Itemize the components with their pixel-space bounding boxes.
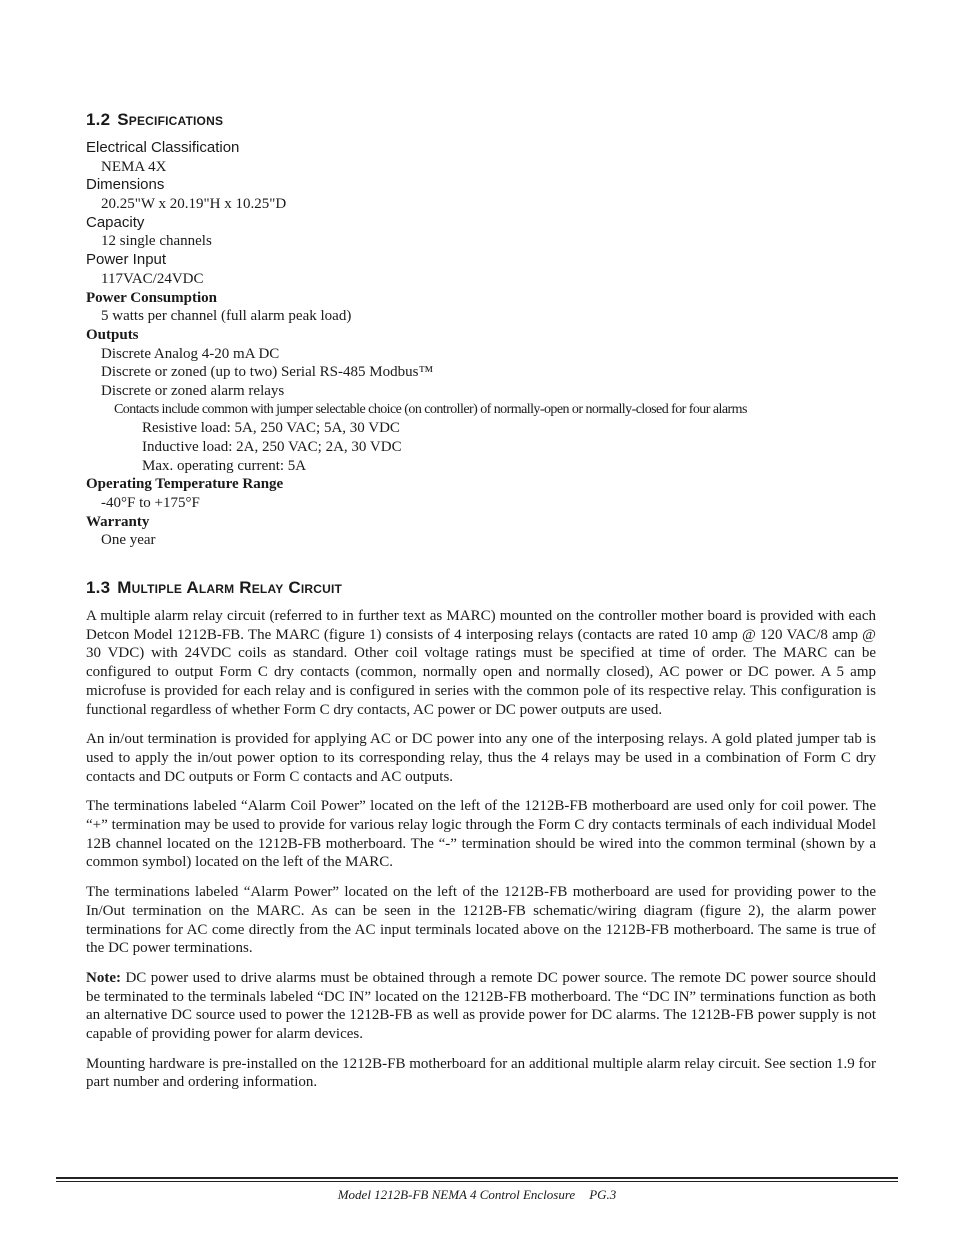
note-label: Note: (86, 969, 121, 986)
spec-value-electrical: NEMA 4X (101, 158, 167, 175)
paragraph-note (86, 969, 876, 1044)
footer-rule (56, 1177, 898, 1182)
footer-page-number: PG.3 (589, 1187, 617, 1202)
spec-contacts-note: Contacts include common with jumper selectable choice (on controller) of normally-open or normally-closed for four alarms (114, 401, 747, 417)
spec-value-power-consumption: 5 watts per channel (full alarm peak load) (101, 308, 352, 325)
page-footer (0, 1187, 954, 1203)
spec-value-outputs-serial: Discrete or zoned (up to two) Serial RS-485 Modbus™ (101, 364, 434, 381)
spec-resistive-load: Resistive load: 5A, 250 VAC; 5A, 30 VDC (142, 420, 400, 437)
section-title: Multiple Alarm Relay Circuit (117, 578, 343, 597)
paragraph-alarm-coil-power: The terminations labeled “Alarm Coil Power” located on the left of the 1212B-FB motherboard are used only for coil power. The “+” termination may be used to provide for various relay logic through the Form C dry contacts terminals of each individual Model 12B channel located on the 1212B-FB motherboard. The “-” termination should be wired into the common terminal (shown by a common symbol) located on the left of the MARC. (86, 798, 876, 871)
section-number: 1.2 (86, 110, 111, 129)
spec-inductive-load: Inductive load: 2A, 250 VAC; 2A, 30 VDC (142, 439, 402, 455)
spec-label-power-consumption: Power Consumption (86, 289, 217, 306)
spec-value-power-input: 117VAC/24VDC (101, 270, 204, 287)
paragraph-alarm-power: The terminations labeled “Alarm Power” located on the left of the 1212B-FB motherboard are used for providing power to the In/Out termination on the MARC. As can be seen in the 1212B-FB schematic/wiring diagram (figure 2), the alarm power terminations for AC come directly from the AC input terminals located above on the 1212B-FB motherboard. The same is true of the DC power terminations. (86, 884, 876, 957)
spec-label-warranty: Warranty (86, 513, 150, 530)
footer-title: Model 1212B-FB NEMA 4 Control Enclosure (337, 1187, 576, 1202)
note-text: DC power used to drive alarms must be obtained through a remote DC power source. The remote DC power source should be terminated to the terminals labeled “DC IN” located on the 1212B-FB motherboard. The “DC IN” terminations function as both an alternative DC source used to power the 1212B-FB as well as provide power for DC alarms. The 1212B-FB power supply is not capable of providing power for alarm devices. (86, 969, 876, 1043)
spec-label-electrical: Electrical Classification (86, 139, 240, 156)
spec-value-capacity: 12 single channels (101, 233, 212, 250)
marc-body (86, 607, 876, 1103)
spec-label-dimensions: Dimensions (86, 176, 165, 194)
paragraph-mounting-hardware: Mounting hardware is pre-installed on the 1212B-FB motherboard for an additional multiple alarm relay circuit. See section 1.9 for part number and ordering information. (86, 1055, 876, 1091)
spec-value-outputs-relays: Discrete or zoned alarm relays (101, 382, 285, 399)
spec-label-outputs: Outputs (86, 326, 139, 343)
spec-max-current: Max. operating current: 5A (142, 457, 307, 474)
spec-label-capacity: Capacity (86, 213, 145, 231)
spec-label-temperature: Operating Temperature Range (86, 476, 284, 493)
spec-value-warranty: One year (101, 532, 156, 549)
spec-value-outputs-analog: Discrete Analog 4-20 mA DC (101, 345, 280, 362)
spec-label-power-input: Power Input (86, 251, 167, 269)
section-heading-marc (86, 578, 342, 598)
section-heading-specifications (86, 110, 223, 130)
specifications-list (86, 139, 876, 550)
paragraph-in-out-termination: An in/out termination is provided for applying AC or DC power into any one of the interposing relays. A gold plated jumper tab is used to apply the in/out power option to its corresponding relay, thus the 4 relays may be used in a combination of Form C dry contacts and DC outputs or Form C contacts and AC outputs. (86, 731, 876, 785)
section-number: 1.3 (86, 578, 111, 597)
spec-value-dimensions: 20.25"W x 20.19"H x 10.25"D (101, 196, 287, 213)
paragraph-marc-intro: A multiple alarm relay circuit (referred to in further text as MARC) mounted on the controller mother board is provided with each Detcon Model 1212B-FB. The MARC (figure 1) consists of 4 interposing relays (contacts are rated 10 amp @ 120 VAC/8 amp @ 30 VDC) with 24VDC coils as standard. Other coil voltage ratings must be specified at time of order. The MARC can be configured to output Form C dry contacts (common, normally open and normally closed), AC power or DC power. A 5 amp microfuse is provided for each relay and is configured in series with the common pole of its respective relay. This configuration is functional regardless of whether Form C dry contacts, AC power or DC power outputs are used. (86, 608, 876, 718)
spec-value-temperature: -40°F to +175°F (101, 495, 200, 512)
section-title: Specifications (117, 110, 224, 129)
